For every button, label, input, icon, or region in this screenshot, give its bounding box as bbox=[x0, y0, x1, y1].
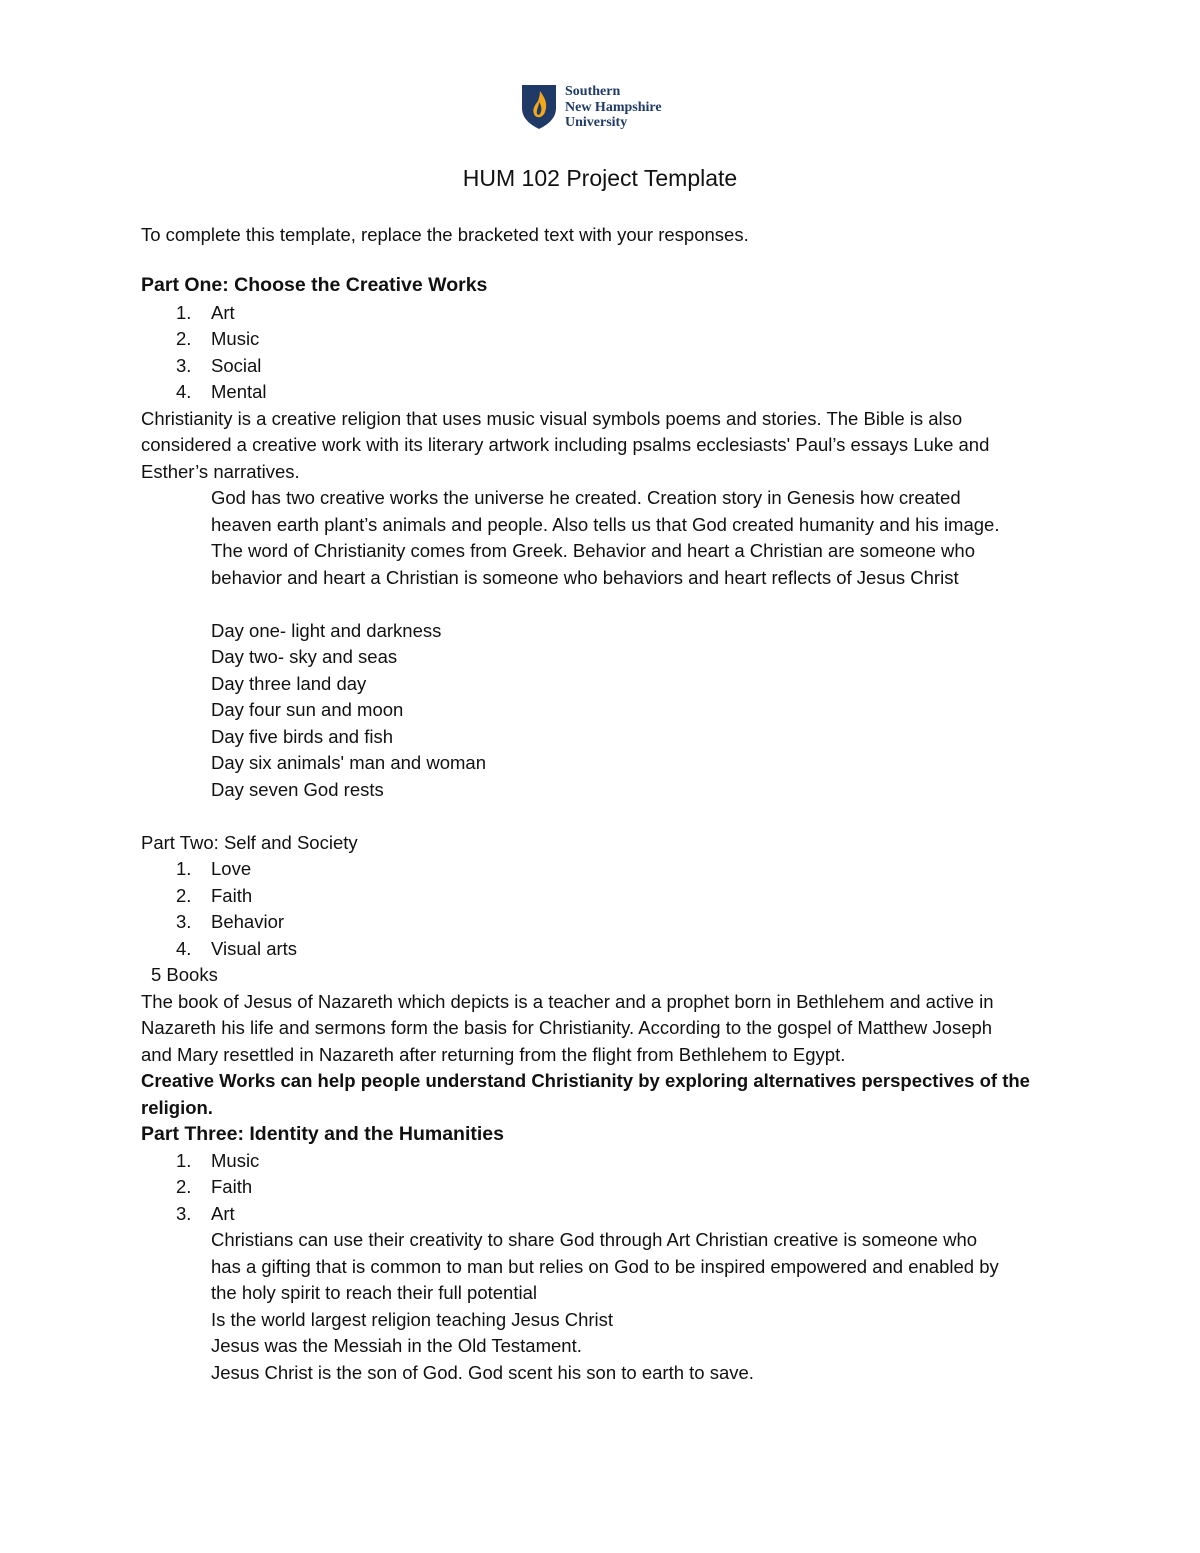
part-two-bold-statement bbox=[141, 1068, 1061, 1121]
list-number: 2. bbox=[176, 1176, 192, 1197]
part-three-heading: Part Three: Identity and the Humanities bbox=[141, 1123, 504, 1145]
day-item: Day six animals' man and woman bbox=[211, 752, 486, 773]
logo-line: University bbox=[565, 115, 628, 130]
list-text: Faith bbox=[211, 1176, 253, 1197]
list-item bbox=[141, 300, 1061, 327]
list-item bbox=[141, 856, 1061, 883]
bold-line: Creative Works can help people understand Christianity by exploring alternatives perspectives of the bbox=[141, 1070, 1030, 1091]
logo-line: Southern bbox=[565, 84, 621, 99]
paragraph-line: Jesus was the Messiah in the Old Testament. bbox=[211, 1335, 582, 1356]
logo-wordmark bbox=[565, 84, 662, 131]
part-three-indented-paragraph bbox=[141, 1227, 1061, 1386]
logo-line: New Hampshire bbox=[565, 99, 662, 115]
list-text: Social bbox=[211, 354, 262, 376]
day-item: Day four sun and moon bbox=[211, 699, 404, 720]
part-two-paragraph bbox=[141, 989, 1061, 1069]
list-item bbox=[141, 1201, 1061, 1228]
list-item bbox=[141, 1174, 1061, 1201]
list-number: 3. bbox=[176, 354, 192, 376]
list-number: 2. bbox=[176, 884, 192, 906]
list-item bbox=[141, 379, 1061, 406]
list-text: Visual arts bbox=[211, 937, 298, 959]
list-text: Art bbox=[211, 301, 235, 323]
paragraph-line: behavior and heart a Christian is someone who behaviors and heart reflects of Jesus Christ bbox=[211, 566, 959, 588]
day-item: Day two- sky and seas bbox=[211, 646, 398, 667]
list-text: Faith bbox=[211, 884, 253, 906]
day-item: Day five birds and fish bbox=[211, 725, 394, 747]
list-text: Love bbox=[211, 858, 252, 879]
list-item bbox=[141, 1148, 1061, 1175]
list-text: Music bbox=[211, 328, 260, 349]
paragraph-line: The word of Christianity comes from Greek. Behavior and heart a Christian are someone who bbox=[211, 540, 975, 561]
part-one-paragraph bbox=[141, 406, 1061, 486]
list-number: 2. bbox=[176, 328, 192, 349]
list-number: 1. bbox=[176, 858, 192, 879]
paragraph-line: Jesus Christ is the son of God. God scent his son to earth to save. bbox=[211, 1361, 754, 1383]
list-number: 1. bbox=[176, 301, 192, 323]
paragraph-line: Christians can use their creativity to share God through Art Christian creative is someone who bbox=[211, 1229, 978, 1250]
paragraph-line: Is the world largest religion teaching Jesus Christ bbox=[211, 1308, 614, 1330]
list-number: 3. bbox=[176, 1202, 192, 1224]
bold-line: religion. bbox=[141, 1096, 213, 1118]
list-item bbox=[141, 909, 1061, 936]
creation-days-list bbox=[141, 618, 1061, 804]
paragraph-line: heaven earth plant’s animals and people. Also tells us that God created humanity and his image. bbox=[211, 513, 1000, 535]
list-item bbox=[141, 353, 1061, 380]
part-two-heading: Part Two: Self and Society bbox=[141, 831, 358, 853]
part-three-list bbox=[141, 1148, 1061, 1228]
list-number: 1. bbox=[176, 1149, 192, 1171]
list-item bbox=[141, 936, 1061, 963]
list-item bbox=[141, 326, 1061, 353]
document-title: HUM 102 Project Template bbox=[462, 165, 738, 191]
flame-shield-icon bbox=[521, 84, 557, 130]
paragraph-line: considered a creative work with its literary artwork including psalms ecclesiasts' Paul’s essays Luke and bbox=[141, 434, 990, 455]
list-text: Art bbox=[211, 1202, 235, 1224]
paragraph-line: The book of Jesus of Nazareth which depicts is a teacher and a prophet born in Bethlehem and active in bbox=[141, 990, 994, 1012]
paragraph-line: and Mary resettled in Nazareth after returning from the flight from Bethlehem to Egypt. bbox=[141, 1043, 846, 1065]
day-item: Day three land day bbox=[211, 672, 367, 694]
paragraph-line: the holy spirit to reach their full potential bbox=[211, 1282, 537, 1303]
university-logo bbox=[521, 84, 662, 131]
list-number: 3. bbox=[176, 911, 192, 932]
paragraph-line: Esther’s narratives. bbox=[141, 460, 300, 482]
books-item: 5 Books bbox=[151, 964, 218, 985]
list-number: 4. bbox=[176, 937, 192, 959]
part-two-list bbox=[141, 856, 1061, 962]
intro-text: To complete this template, replace the bracketed text with your responses. bbox=[141, 224, 749, 245]
paragraph-line: Nazareth his life and sermons form the basis for Christianity. According to the gospel of Matthew Joseph bbox=[141, 1017, 993, 1038]
day-item: Day seven God rests bbox=[211, 778, 384, 800]
list-number: 4. bbox=[176, 381, 192, 402]
list-item bbox=[141, 883, 1061, 910]
paragraph-line: Christianity is a creative religion that uses music visual symbols poems and stories. The Bible is also bbox=[141, 407, 963, 429]
part-one-heading: Part One: Choose the Creative Works bbox=[141, 273, 488, 296]
list-text: Behavior bbox=[211, 911, 285, 932]
day-item: Day one- light and darkness bbox=[211, 619, 442, 641]
paragraph-line: has a gifting that is common to man but relies on God to be inspired empowered and enabled by bbox=[211, 1255, 999, 1277]
paragraph-line: God has two creative works the universe he created. Creation story in Genesis how created bbox=[211, 487, 961, 508]
document-body bbox=[141, 222, 1061, 1386]
spacer bbox=[141, 591, 1061, 618]
part-one-indented-paragraph bbox=[141, 485, 1061, 591]
part-one-list bbox=[141, 300, 1061, 406]
list-text: Music bbox=[211, 1149, 260, 1171]
spacer bbox=[141, 803, 1061, 830]
list-text: Mental bbox=[211, 381, 267, 402]
